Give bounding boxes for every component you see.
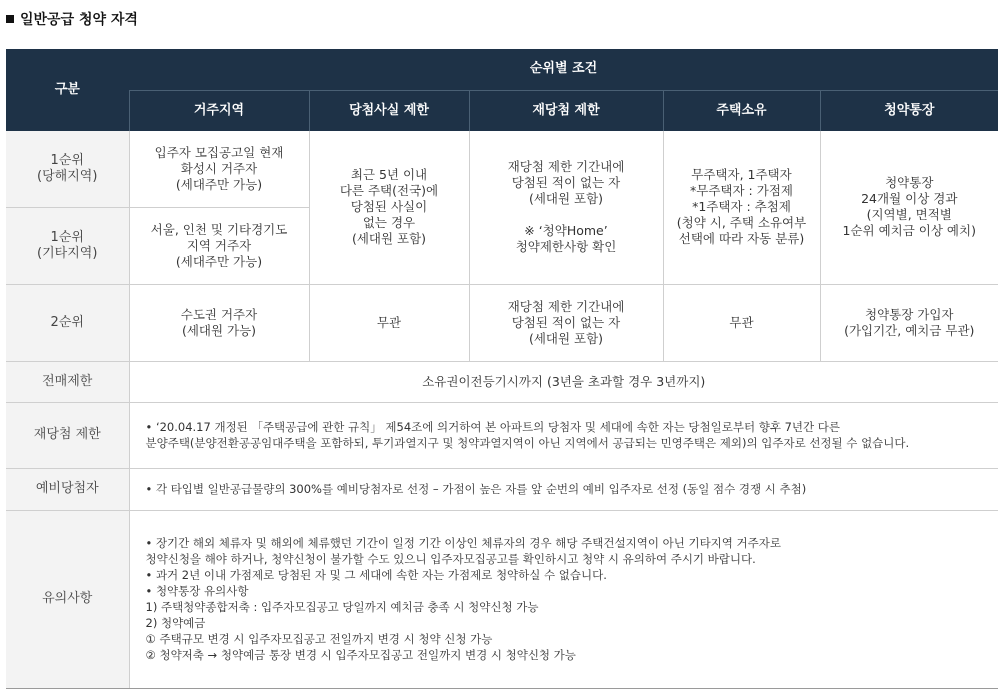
header-rewin-limit: 재당첨 제한 <box>469 90 663 131</box>
section-title-text: 일반공급 청약 자격 <box>20 12 138 28</box>
cell-notes-text: • 장기간 해외 체류자 및 해외에 체류했던 기간이 일정 기간 이상인 체류자의 경우 해당 주택건설지역이 아닌 기타지역 거주자로 청약신청을 해야 하거나, 청약신청이 불가할 수도 있으니 입주자모집공고를 확인하시고 청약 시 유의하여 주시기 바랍니다. • 과거 2년 이내 가점제로 당첨된 자 및 그 세대에 속한 자는 가점제로 청약하실 수 없습니다. • 청약통장 유의사항 1) 주택청약종합저축 : 입주자모집공고 당일까지 예치금 충족 시 청약신청 가능 2) 청약예금 ① 주택규모 변경 시 입주자모집공고 전일까지 변경 시 청약 신청 가능 ② 청약저축 → 청약예금 통장 변경 시 입주자모집공고 전일까지 변경 시 청약신청 가능 <box>129 510 998 688</box>
row-label-rank2: 2순위 <box>6 284 129 361</box>
cell-rank2-rewin-limit: 재당첨 제한 기간내에 당첨된 적이 없는 자 (세대원 포함) <box>469 284 663 361</box>
cell-rank2-savings-account: 청약통장 가입자 (가입기간, 예치금 무관) <box>820 284 998 361</box>
header-house-ownership: 주택소유 <box>663 90 820 131</box>
row-label-reserve: 예비당첨자 <box>6 468 129 510</box>
cell-rank1-local-residence: 입주자 모집공고일 현재 화성시 거주자 (세대주만 가능) <box>129 131 309 207</box>
header-category: 구분 <box>6 49 129 131</box>
cell-rank2-residence: 수도권 거주자 (세대원 가능) <box>129 284 309 361</box>
cell-rank2-win-history: 무관 <box>309 284 469 361</box>
cell-rank1-rewin-limit: 재당첨 제한 기간내에 당첨된 적이 없는 자 (세대원 포함) ※ ‘청약Home’ 청약제한사항 확인 <box>469 131 663 284</box>
header-group-conditions: 순위별 조건 <box>129 49 998 90</box>
cell-rank1-house-ownership: 무주택자, 1주택자 *무주택자 : 가점제 *1주택자 : 추첨제 (청약 시, 주택 소유여부 선택에 따라 자동 분류) <box>663 131 820 284</box>
cell-rank1-savings-account: 청약통장 24개월 이상 경과 (지역별, 면적별 1순위 예치금 이상 예치) <box>820 131 998 284</box>
cell-rewin-text: • ‘20.04.17 개정된 「주택공급에 관한 규칙」 제54조에 의거하여 본 아파트의 당첨자 및 세대에 속한 자는 당첨일로부터 향후 7년간 다른 분양주택(분양전환공공임대주택을 포함하되, 투기과열지구 및 청약과열지역이 아닌 지역에서 공급되는 민영주택은 제외)의 입주자로 선정될 수 없습니다. <box>129 402 998 468</box>
cell-reserve-text: • 각 타입별 일반공급물량의 300%를 예비당첨자로 선정 – 가점이 높은 자를 앞 순번의 예비 입주자로 선정 (동일 점수 경쟁 시 추첨) <box>129 468 998 510</box>
cell-resale-text: 소유권이전등기시까지 (3년을 초과할 경우 3년까지) <box>129 361 998 402</box>
row-label-rewin: 재당첨 제한 <box>6 402 129 468</box>
square-bullet-icon <box>6 15 14 23</box>
cell-rank2-house-ownership: 무관 <box>663 284 820 361</box>
header-win-history: 당첨사실 제한 <box>309 90 469 131</box>
cell-rank1-win-history: 최근 5년 이내 다른 주택(전국)에 당첨된 사실이 없는 경우 (세대원 포함) <box>309 131 469 284</box>
cell-rank1-other-residence: 서울, 인천 및 기타경기도 지역 거주자 (세대주만 가능) <box>129 207 309 284</box>
row-label-rank1-other: 1순위 (기타지역) <box>6 207 129 284</box>
row-label-resale: 전매제한 <box>6 361 129 402</box>
eligibility-table <box>6 49 998 689</box>
section-title <box>6 8 138 30</box>
header-residence: 거주지역 <box>129 90 309 131</box>
row-label-notes: 유의사항 <box>6 510 129 688</box>
row-label-rank1-local: 1순위 (당해지역) <box>6 131 129 207</box>
header-savings-account: 청약통장 <box>820 90 998 131</box>
